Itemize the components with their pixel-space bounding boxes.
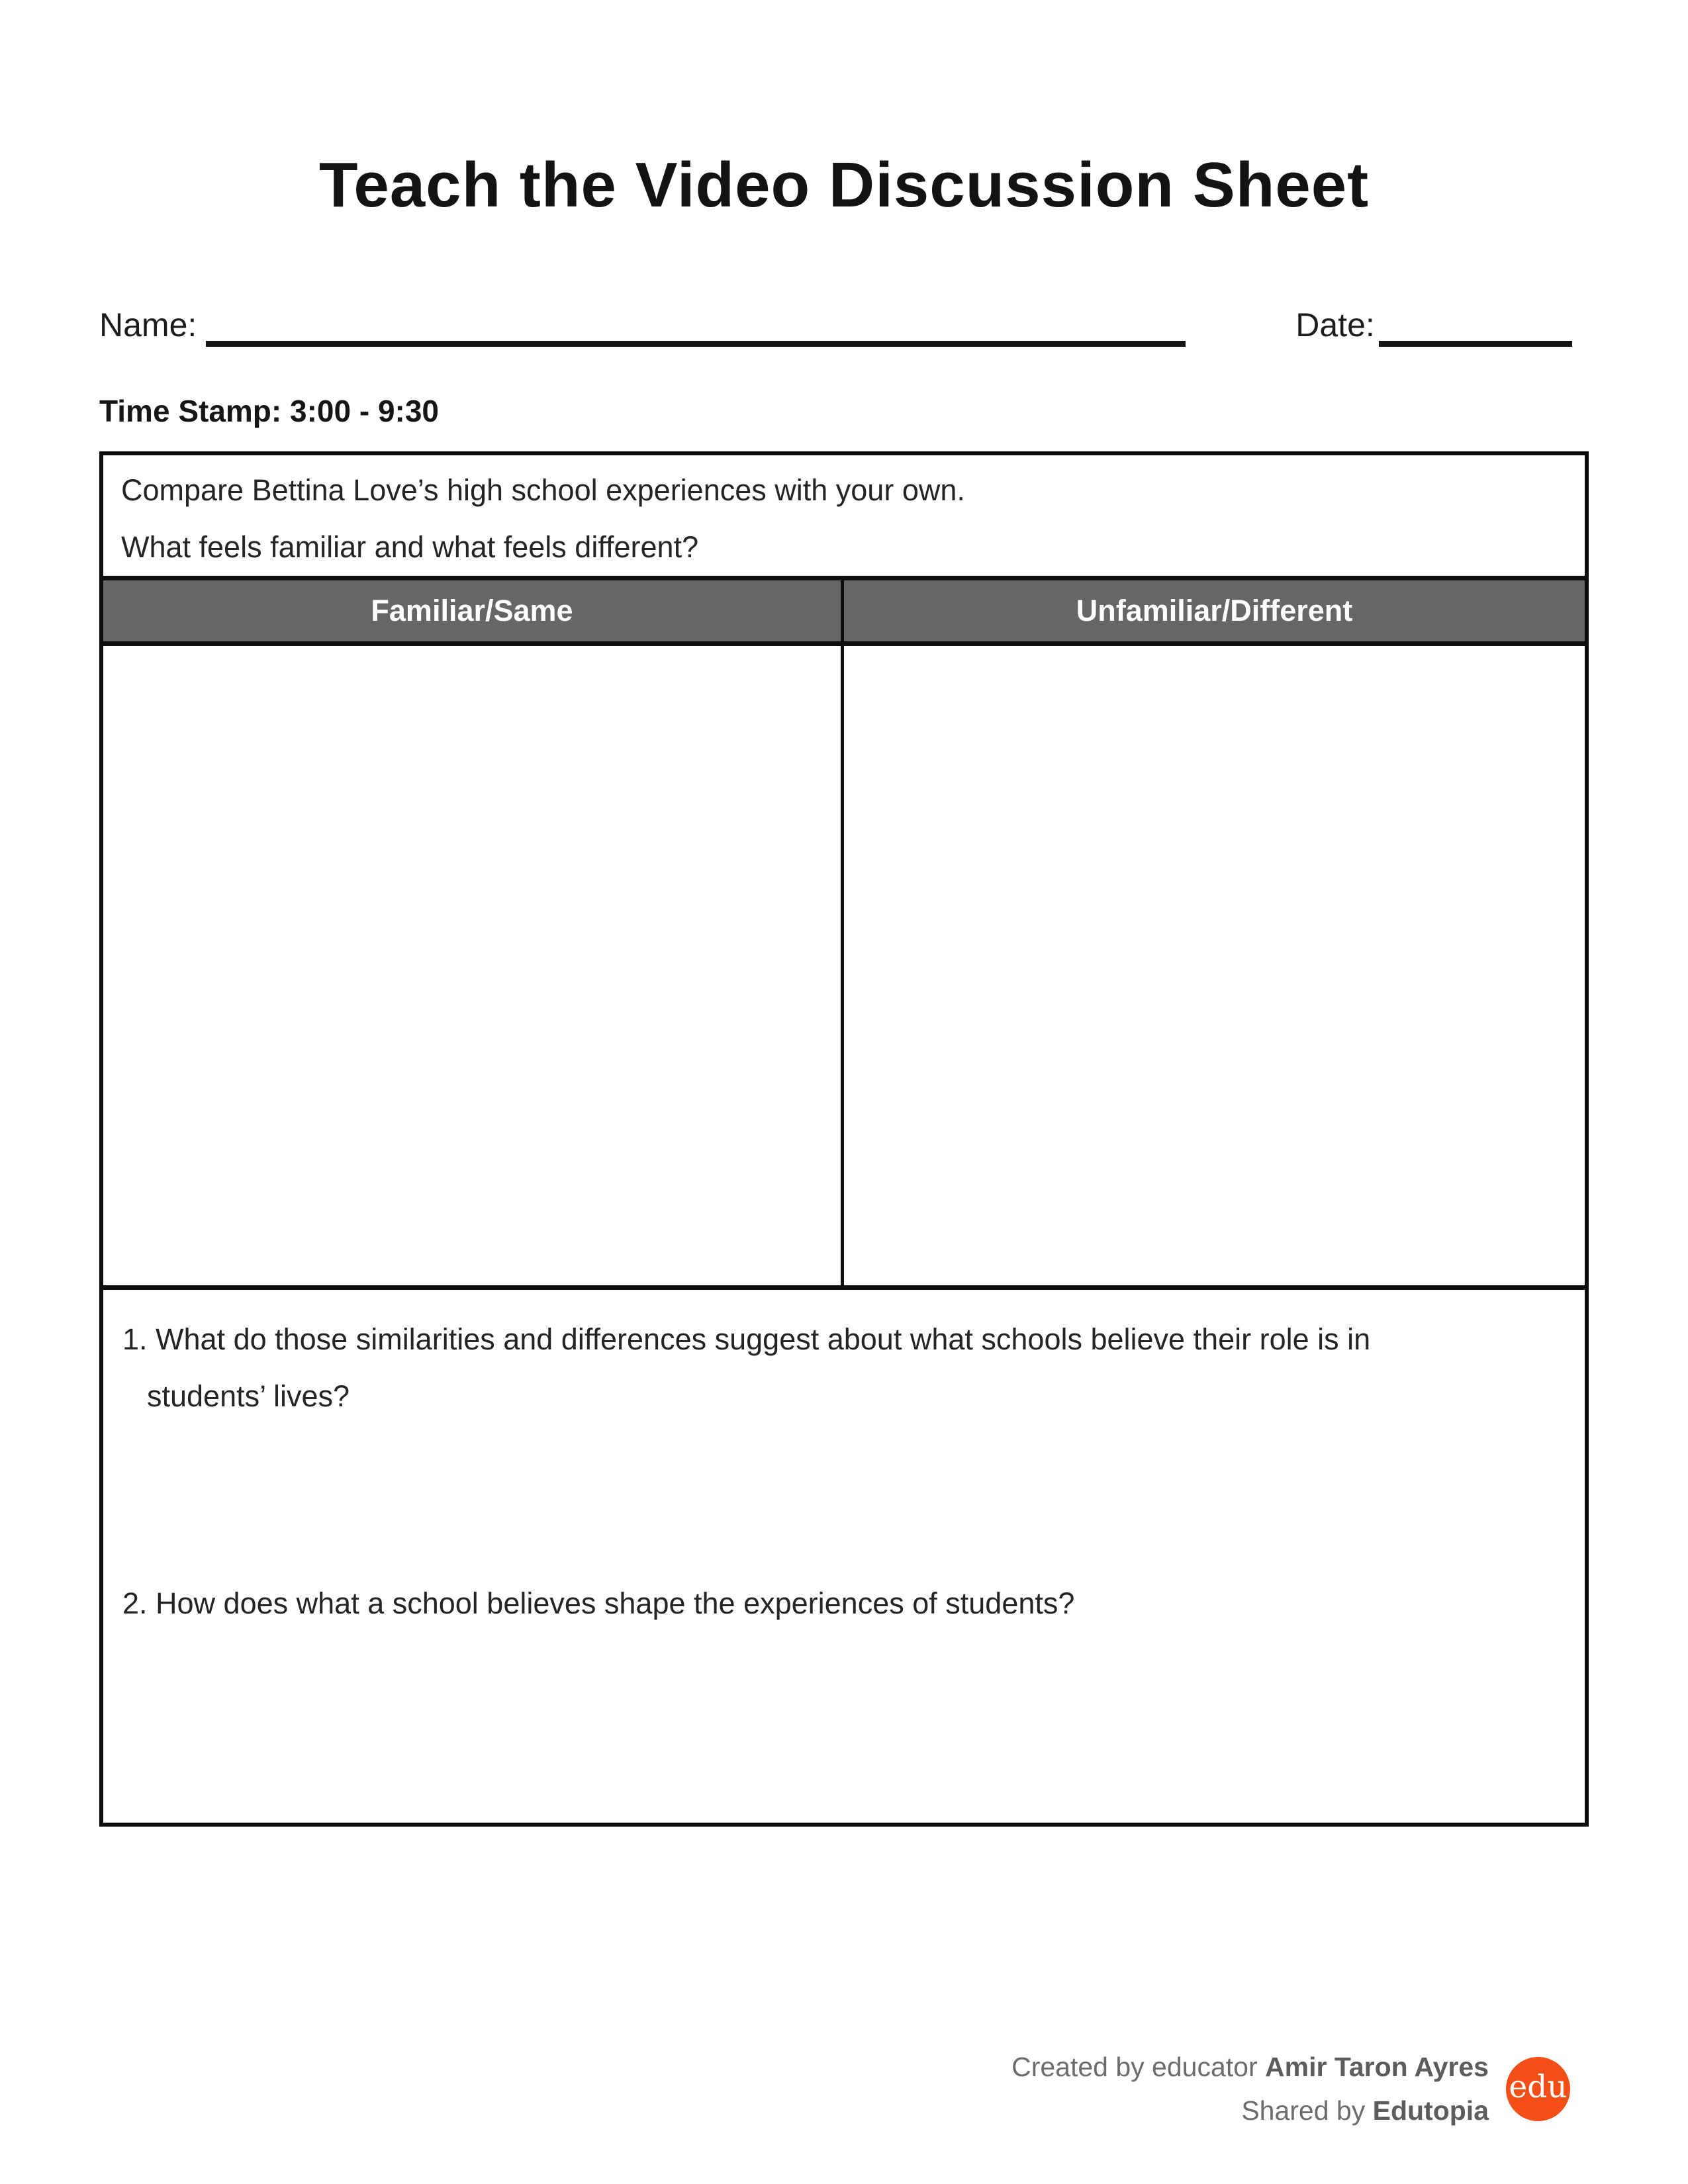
footer-created-line [1011, 2045, 1489, 2089]
name-label: Name: [99, 306, 197, 343]
question-1-line-1: 1. What do those similarities and differences suggest about what schools believe their role is in [122, 1322, 1371, 1356]
discussion-worksheet-box [99, 451, 1589, 1827]
timestamp-label: Time Stamp: 3:00 - 9:30 [99, 394, 440, 428]
footer-shared-line [1011, 2089, 1489, 2132]
prompt-section [103, 455, 1585, 580]
footer-creator-name: Amir Taron Ayres [1265, 2052, 1489, 2082]
question-1-line-2: students’ lives? [147, 1379, 350, 1413]
edutopia-logo-icon [1506, 2057, 1570, 2121]
question-2-answer-area[interactable] [122, 1623, 1566, 1630]
footer-credits [1011, 2045, 1489, 2132]
footer-shared-prefix: Shared by [1241, 2095, 1373, 2126]
questions-section [103, 1290, 1585, 1630]
prompt-line-1: Compare Bettina Love’s high school experiences with your own. [121, 473, 965, 507]
familiar-same-answer-cell[interactable] [103, 646, 844, 1285]
comparison-table-body-row [103, 646, 1585, 1290]
name-date-row [99, 306, 1573, 347]
page-title: Teach the Video Discussion Sheet [318, 150, 1370, 220]
date-label: Date: [1295, 306, 1375, 343]
edutopia-logo-text: edu [1509, 2068, 1568, 2105]
question-1-answer-area[interactable] [122, 1416, 1566, 1422]
date-input-line[interactable] [1379, 307, 1572, 347]
unfamiliar-different-answer-cell[interactable] [844, 646, 1585, 1285]
footer [1011, 2045, 1570, 2132]
header-familiar-same: Familiar/Same [103, 580, 844, 641]
prompt-line-2: What feels familiar and what feels different? [121, 530, 699, 565]
footer-created-prefix: Created by educator [1011, 2052, 1266, 2082]
footer-org-name: Edutopia [1372, 2095, 1489, 2126]
question-2: 2. How does what a school believes shape the experiences of students? [122, 1586, 1075, 1620]
comparison-table-header-row [103, 580, 1585, 646]
name-input-line[interactable] [206, 307, 1186, 347]
header-unfamiliar-different: Unfamiliar/Different [1076, 594, 1353, 627]
